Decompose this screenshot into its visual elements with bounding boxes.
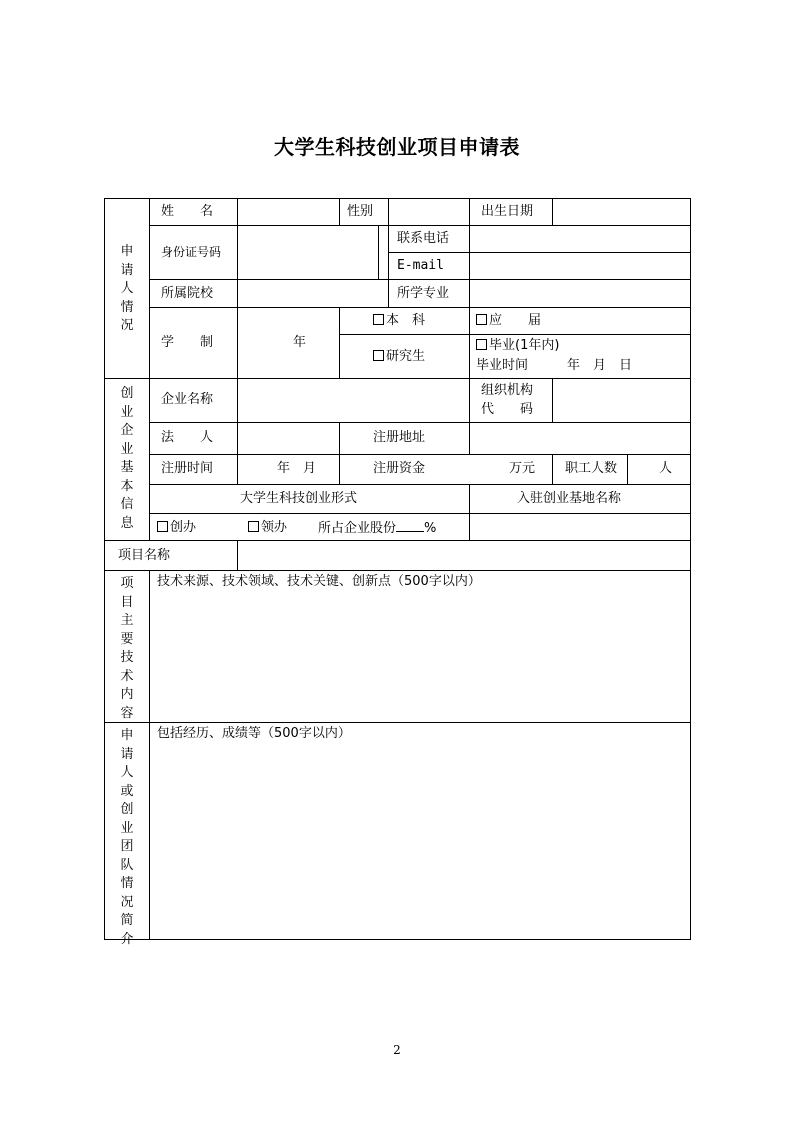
- project-name-field[interactable]: [238, 541, 690, 570]
- startup-form-label: 大学生科技创业形式: [240, 491, 358, 506]
- reg-time-unit: 年 月: [277, 461, 317, 476]
- staff-unit: 人: [659, 461, 673, 476]
- phone-field[interactable]: [470, 226, 690, 252]
- share-blank[interactable]: [396, 520, 424, 532]
- email-label: E-mail: [397, 258, 444, 273]
- legal-person-label: 法 人: [161, 430, 214, 445]
- email-field[interactable]: [470, 253, 690, 279]
- id-number-label: 身份证号码: [161, 245, 222, 259]
- incubator-base-field[interactable]: [470, 514, 690, 540]
- staff-label: 职工人数: [565, 461, 618, 476]
- team-intro-field[interactable]: [150, 744, 690, 939]
- phone-label: 联系电话: [397, 231, 450, 246]
- reg-time-label: 注册时间: [161, 461, 214, 476]
- gender-label: 性别: [347, 204, 374, 219]
- checkbox-icon[interactable]: [248, 521, 259, 532]
- section-team-intro: 申请人或创业团队情况简介: [120, 728, 134, 947]
- reg-address-label: 注册地址: [373, 430, 426, 445]
- college-label: 所属院校: [161, 286, 214, 301]
- checkbox-icon[interactable]: [373, 350, 384, 361]
- section-applicant: 申请人情况: [120, 244, 134, 333]
- lead-option[interactable]: 领办: [248, 520, 287, 536]
- major-field[interactable]: [470, 280, 690, 307]
- gender-field[interactable]: [389, 199, 469, 225]
- schooling-year-unit: 年: [293, 335, 307, 350]
- tech-content-field[interactable]: [150, 592, 690, 722]
- checkbox-icon[interactable]: [476, 339, 487, 350]
- capital-unit: 万元: [509, 461, 536, 476]
- org-code-label-2: 代 码: [481, 402, 534, 417]
- checkbox-icon[interactable]: [157, 521, 168, 532]
- section-enterprise: 创业企业基本信息: [120, 386, 134, 531]
- undergrad-option[interactable]: 本 科: [373, 313, 425, 329]
- graduation-time-label: 毕业时间 年 月 日: [476, 358, 633, 373]
- incubator-base-label: 入驻创业基地名称: [517, 491, 622, 506]
- birth-date-field[interactable]: [553, 199, 690, 225]
- company-name-label: 企业名称: [161, 392, 214, 407]
- share-field[interactable]: 所占企业股份 %: [318, 521, 437, 536]
- org-code-label: 组织机构: [481, 383, 534, 398]
- major-label: 所学专业: [397, 286, 450, 301]
- legal-person-field[interactable]: [238, 423, 339, 454]
- reg-capital-label: 注册资金: [373, 461, 426, 476]
- name-field[interactable]: [238, 199, 339, 225]
- company-name-field[interactable]: [238, 379, 469, 422]
- checkbox-icon[interactable]: [373, 314, 384, 325]
- birth-date-label: 出生日期: [481, 204, 534, 219]
- name-label: 姓 名: [161, 204, 214, 219]
- tech-content-hint: 技术来源、技术领域、技术关键、创新点（500字以内）: [157, 574, 481, 589]
- graduated-option[interactable]: 毕业(1年内): [476, 338, 559, 354]
- section-tech-content: 项目主要技术内容: [120, 576, 134, 721]
- reg-address-field[interactable]: [470, 423, 690, 454]
- fresh-grad-option[interactable]: 应 届: [476, 313, 541, 329]
- page-number: 2: [393, 1043, 401, 1057]
- found-option[interactable]: 创办: [157, 520, 196, 536]
- org-code-field[interactable]: [553, 379, 690, 422]
- page-title: 大学生科技创业项目申请表: [274, 135, 520, 159]
- project-name-label: 项目名称: [118, 548, 171, 563]
- graduate-option[interactable]: 研究生: [373, 349, 425, 365]
- team-intro-hint: 包括经历、成绩等（500字以内）: [157, 726, 351, 741]
- college-field[interactable]: [238, 280, 388, 307]
- checkbox-icon[interactable]: [476, 314, 487, 325]
- id-number-field[interactable]: [238, 226, 378, 279]
- schooling-label: 学 制: [161, 335, 214, 350]
